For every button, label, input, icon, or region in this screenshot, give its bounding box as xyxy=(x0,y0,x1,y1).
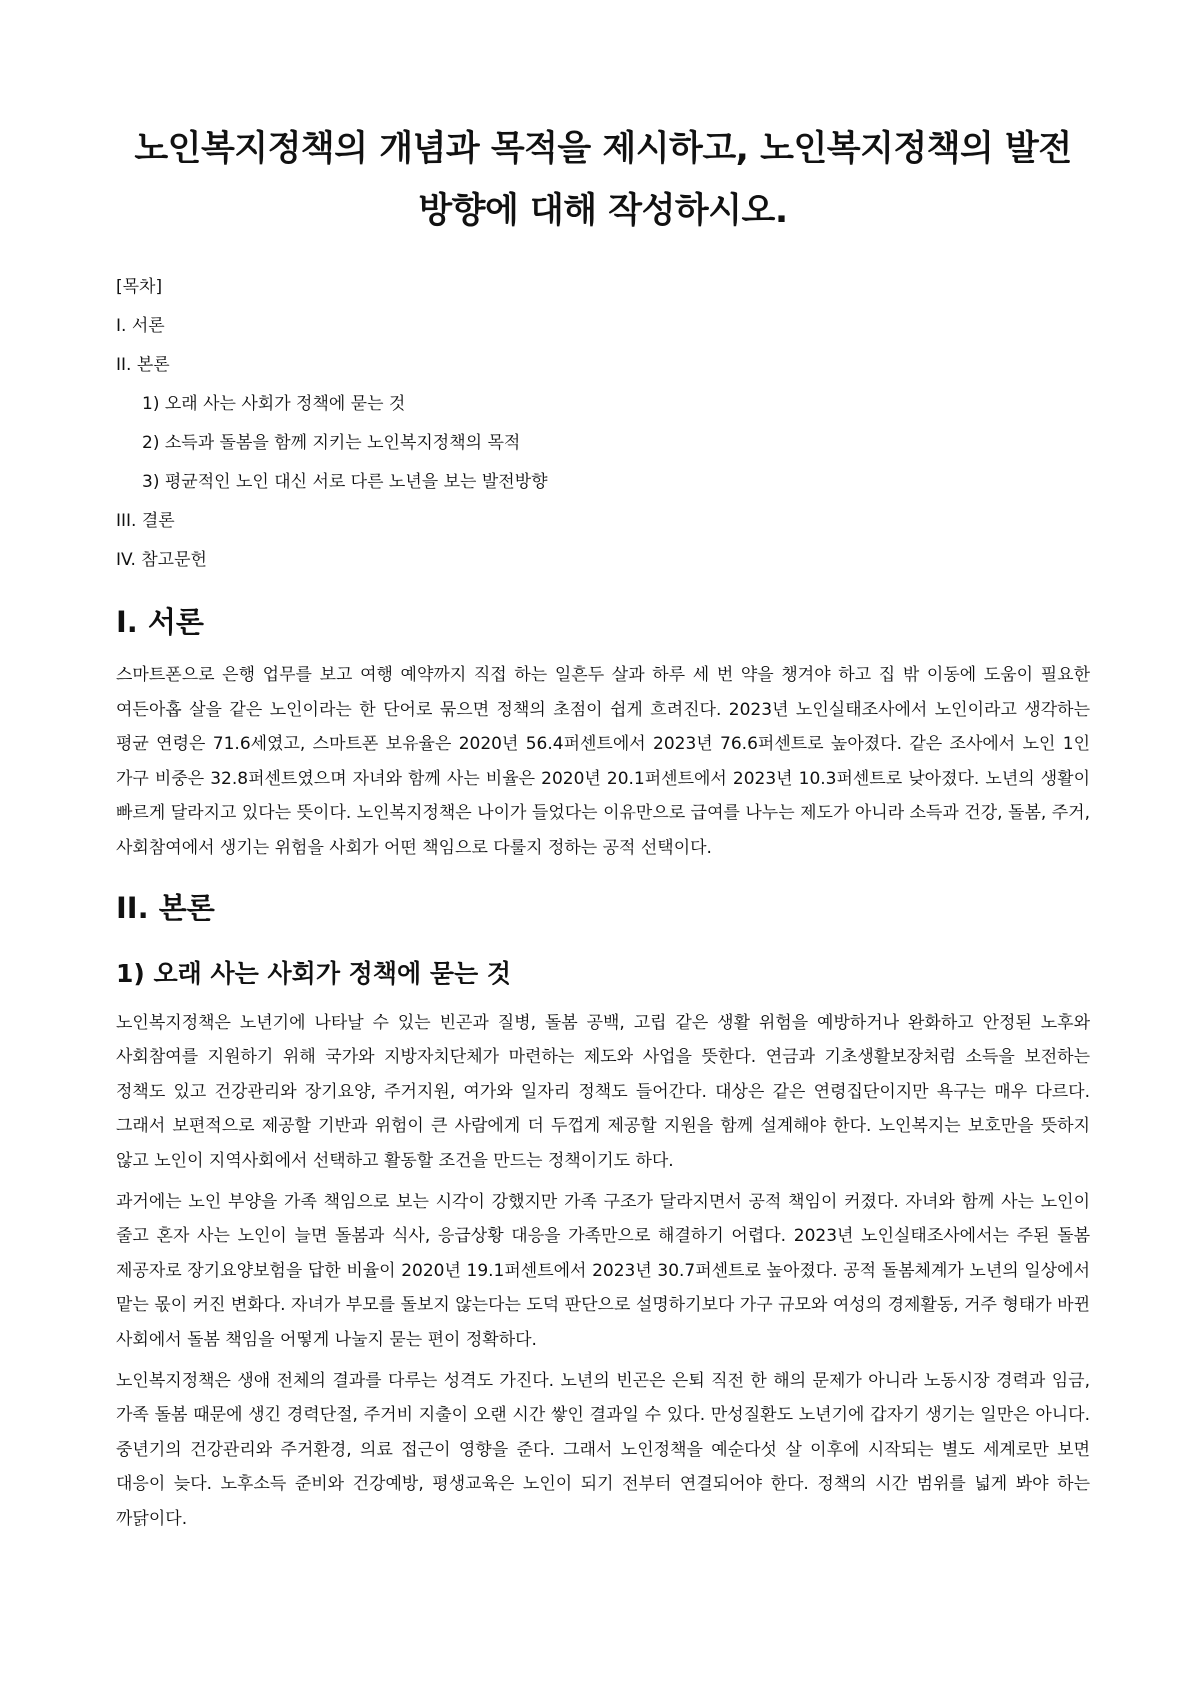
toc-item-conclusion: III. 결론 xyxy=(116,511,175,531)
toc-subitem-1: 1) 오래 사는 사회가 정책에 묻는 것 xyxy=(142,394,406,414)
toc-item-references: IV. 참고문헌 xyxy=(116,550,207,570)
table-of-contents xyxy=(116,268,1090,580)
paragraph: 스마트폰으로 은행 업무를 보고 여행 예약까지 직접 하는 일흔두 살과 하루 세 번 약을 챙겨야 하고 집 밖 이동에 도움이 필요한 여든아홉 살을 같은 노인이라는 한 단어로 묶으면 정책의 초점이 쉽게 흐려진다. 2023년 노인실태조사에서 노인이라고 생각하는 평균 연령은 71.6세였고, 스마트폰 보유율은 2020년 56.4퍼센트에서 2023년 76.6퍼센트로 높아졌다. 같은 조사에서 노인 1인 가구 비중은 32.8퍼센트였으며 자녀와 함께 사는 비율은 2020년 20.1퍼센트에서 2023년 10.3퍼센트로 낮아졌다. 노년의 생활이 빠르게 달라지고 있다는 뜻이다. 노인복지정책은 나이가 들었다는 이유만으로 급여를 나누는 제도가 아니라 소득과 건강, 돌봄, 주거, 사회참여에서 생기는 위험을 사회가 어떤 책임으로 다룰지 정하는 공적 선택이다. xyxy=(116,665,1090,858)
toc-subitem-3: 3) 평균적인 노인 대신 서로 다른 노년을 보는 발전방향 xyxy=(142,472,548,492)
subsection-heading-1: 1) 오래 사는 사회가 정책에 묻는 것 xyxy=(116,958,511,988)
section-heading-body: II. 본론 xyxy=(116,890,215,925)
section-heading-introduction: I. 서론 xyxy=(116,605,204,639)
toc-subitem-2: 2) 소득과 돌봄을 함께 지키는 노인복지정책의 목적 xyxy=(142,433,521,453)
paragraph: 노인복지정책은 생애 전체의 결과를 다루는 성격도 가진다. 노년의 빈곤은 은퇴 직전 한 해의 문제가 아니라 노동시장 경력과 임금, 가족 돌봄 때문에 생긴 경력단절, 주거비 지출이 오랜 시간 쌓인 결과일 수 있다. 만성질환도 노년기에 갑자기 생기는 일만은 아니다. 중년기의 건강관리와 주거환경, 의료 접근이 영향을 준다. 그래서 노인정책을 예순다섯 살 이후에 시작되는 별도 세계로만 보면 대응이 늦다. 노후소득 준비와 건강예방, 평생교육은 노인이 되기 전부터 연결되어야 한다. 정책의 시간 범위를 넓게 봐야 하는 까닭이다. xyxy=(116,1370,1090,1529)
paragraph: 노인복지정책은 노년기에 나타날 수 있는 빈곤과 질병, 돌봄 공백, 고립 같은 생활 위험을 예방하거나 완화하고 안정된 노후와 사회참여를 지원하기 위해 국가와 지방자치단체가 마련하는 제도와 사업을 뜻한다. 연금과 기초생활보장처럼 소득을 보전하는 정책도 있고 건강관리와 장기요양, 주거지원, 여가와 일자리 정책도 들어간다. 대상은 같은 연령집단이지만 욕구는 매우 다르다. 그래서 보편적으로 제공할 기반과 위험이 큰 사람에게 더 두껍게 제공할 지원을 함께 설계해야 한다. 노인복지는 보호만을 뜻하지 않고 노인이 지역사회에서 선택하고 활동할 조건을 만드는 정책이기도 하다. xyxy=(116,1012,1090,1171)
paragraph: 과거에는 노인 부양을 가족 책임으로 보는 시각이 강했지만 가족 구조가 달라지면서 공적 책임이 커졌다. 자녀와 함께 사는 노인이 줄고 혼자 사는 노인이 늘면 돌봄과 식사, 응급상황 대응을 가족만으로 해결하기 어렵다. 2023년 노인실태조사에서는 주된 돌봄 제공자로 장기요양보험을 답한 비율이 2020년 19.1퍼센트에서 2023년 30.7퍼센트로 높아졌다. 공적 돌봄체계가 노년의 일상에서 맡는 몫이 커진 변화다. 자녀가 부모를 돌보지 않는다는 도덕 판단으로 설명하기보다 가구 규모와 여성의 경제활동, 거주 형태가 바뀐 사회에서 돌봄 책임을 어떻게 나눌지 묻는 편이 정확하다. xyxy=(116,1191,1090,1350)
toc-item-introduction: I. 서론 xyxy=(116,316,165,336)
document-title: 노인복지정책의 개념과 목적을 제시하고, 노인복지정책의 발전 방향에 대해 작성하시오. xyxy=(134,129,1072,231)
toc-item-body: II. 본론 xyxy=(116,355,170,375)
toc-label: [목차] xyxy=(116,277,163,297)
